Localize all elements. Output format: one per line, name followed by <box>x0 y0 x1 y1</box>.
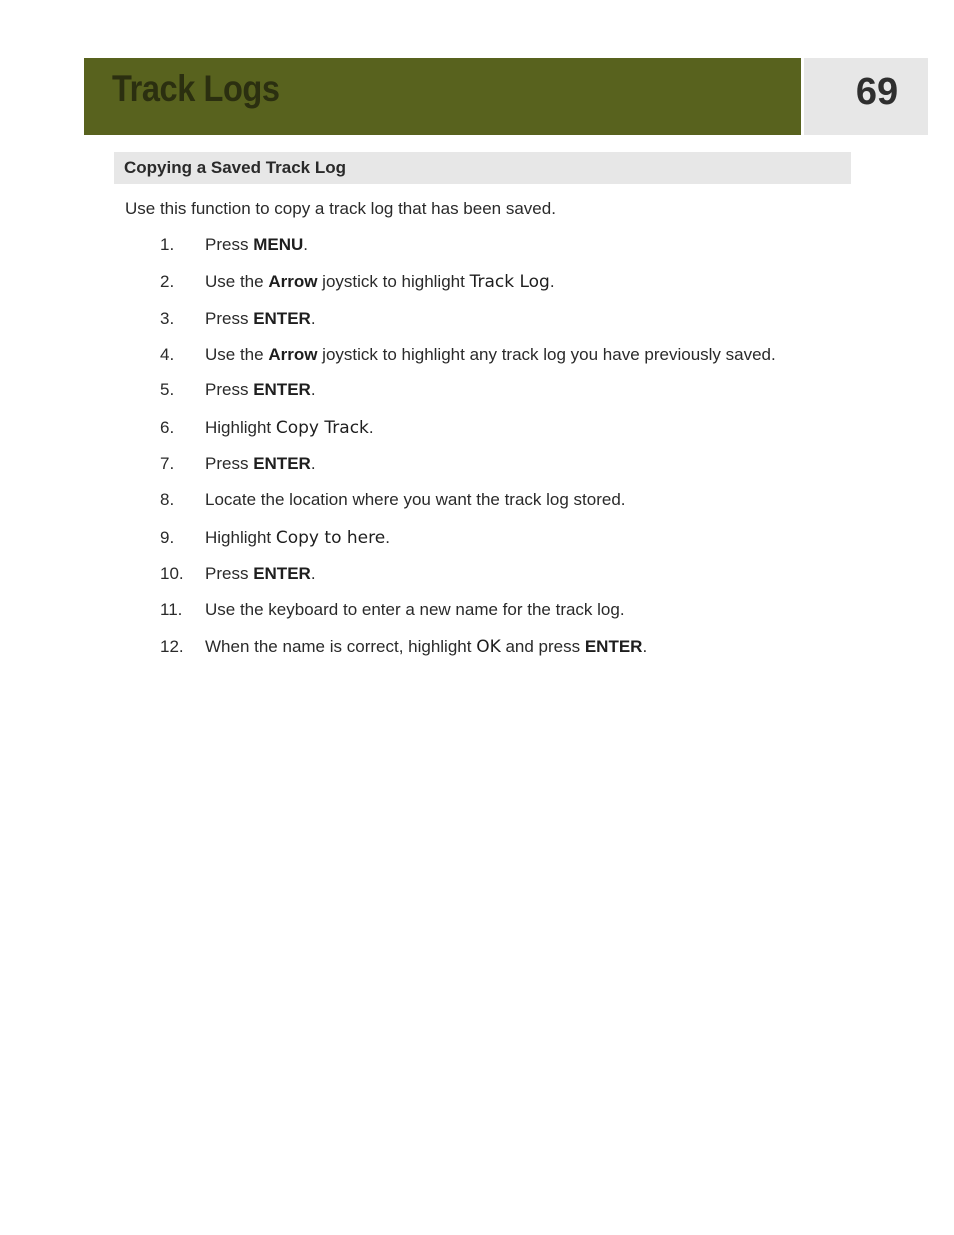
step-text-run: Press <box>205 235 254 254</box>
step-text <box>205 454 316 474</box>
step-text <box>205 418 374 438</box>
step-number: 5. <box>160 380 175 399</box>
step-number: 1. <box>160 235 175 254</box>
step-number: 9. <box>160 528 175 547</box>
step-text <box>205 600 625 620</box>
step-text <box>205 490 626 510</box>
step-text-run: Use the <box>205 345 269 364</box>
step-number: 6. <box>160 418 175 437</box>
step-text-run: Highlight <box>205 528 276 547</box>
key-label: Arrow <box>268 272 318 291</box>
step-text-run: joystick to highlight any track log you have previously saved. <box>317 345 776 364</box>
step-text-run: . <box>385 528 390 547</box>
step-text-run: When the name is correct, highlight <box>205 637 477 656</box>
step-text-run: and press <box>500 637 585 656</box>
menu-option-label: Copy Track <box>275 418 369 438</box>
step-text-run: Press <box>205 380 254 399</box>
page-title: Track Logs <box>112 68 280 109</box>
step-text-run: Locate the location where you want the track log stored. <box>205 490 626 509</box>
step-text <box>205 309 316 329</box>
step-text-run: . <box>310 454 316 473</box>
step-number: 11. <box>160 600 183 619</box>
step-text-run: . <box>642 637 648 656</box>
intro-paragraph: Use this function to copy a track log that has been saved. <box>125 199 556 218</box>
step-text-run: . <box>303 235 308 254</box>
page-number: 69 <box>855 71 899 113</box>
section-title: Copying a Saved Track Log <box>124 158 347 177</box>
step-text <box>205 528 390 548</box>
step-number: 2. <box>160 272 175 291</box>
key-label: ENTER <box>584 637 643 656</box>
step-text <box>205 637 647 657</box>
step-text <box>205 564 316 584</box>
menu-option-label: OK <box>476 637 501 657</box>
step-number: 4. <box>160 345 175 364</box>
step-text-run: Use the keyboard to enter a new name for the track log. <box>205 600 625 619</box>
step-text <box>205 272 555 292</box>
key-label: ENTER <box>253 380 311 399</box>
key-label: MENU <box>253 235 304 254</box>
step-number: 7. <box>160 454 175 473</box>
step-number: 12. <box>160 637 184 656</box>
step-text <box>205 345 776 365</box>
step-text-run: Press <box>205 564 254 583</box>
menu-option-label: Copy to here <box>275 528 386 548</box>
step-text-run: Use the <box>205 272 269 291</box>
menu-option-label: Track Log <box>469 272 550 292</box>
step-text-run: Press <box>205 454 254 473</box>
step-number: 10. <box>160 564 184 583</box>
chapter-header <box>84 58 801 135</box>
page-number-box <box>804 58 928 135</box>
step-text <box>205 380 316 400</box>
step-text-run: . <box>549 272 555 291</box>
key-label: ENTER <box>253 454 311 473</box>
step-number: 8. <box>160 490 175 509</box>
key-label: ENTER <box>253 564 311 583</box>
step-text-run: . <box>310 564 316 583</box>
step-text <box>205 235 308 255</box>
step-text-run: . <box>310 380 316 399</box>
step-text-run: . <box>310 309 316 328</box>
step-text-run: joystick to highlight <box>317 272 470 291</box>
key-label: Arrow <box>268 345 318 364</box>
step-text-run: Press <box>205 309 254 328</box>
section-heading-bar <box>114 152 851 184</box>
step-text-run: . <box>368 418 374 437</box>
key-label: ENTER <box>253 309 311 328</box>
step-text-run: Highlight <box>205 418 276 437</box>
step-number: 3. <box>160 309 175 328</box>
